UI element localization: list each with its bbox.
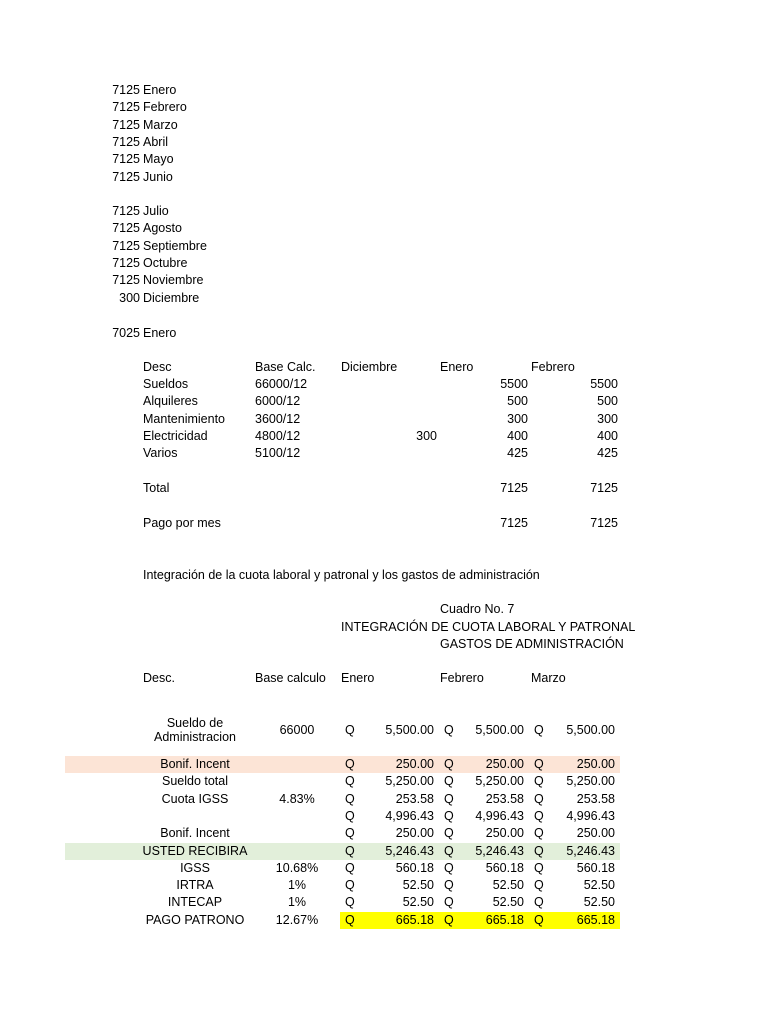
table2-enero: 5,246.43: [385, 843, 434, 858]
table2-marzo: 253.58: [576, 791, 615, 806]
table2-currency: Q: [534, 826, 544, 841]
table1-desc: Electricidad: [143, 428, 208, 443]
month-amount: 7125: [112, 83, 140, 97]
table2-desc: PAGO PATRONO: [145, 912, 245, 927]
table1-header: Base Calc.: [255, 360, 316, 374]
table2-currency: Q: [345, 860, 355, 875]
month-name: Octubre: [143, 255, 188, 270]
table2-sueldo-line1: Sueldo de: [166, 716, 224, 730]
table1-base: 5100/12: [255, 446, 301, 461]
table1-pago-enero: 7125: [500, 516, 528, 530]
table2-currency: Q: [444, 723, 454, 737]
table2-febrero: 253.58: [485, 791, 524, 806]
table2-febrero: 250.00: [485, 826, 524, 841]
table2-currency: Q: [534, 912, 544, 927]
table2-currency: Q: [345, 774, 355, 789]
table1-enero: 425: [507, 446, 528, 461]
table2-enero: 4,996.43: [385, 808, 434, 823]
month-amount: 7125: [112, 100, 140, 115]
table2-currency: Q: [345, 808, 355, 823]
table1-desc: Sueldos: [143, 377, 189, 391]
table2-currency: Q: [534, 860, 544, 875]
table1-total-enero: 7125: [500, 481, 528, 495]
table2-desc: Cuota IGSS: [161, 791, 229, 806]
table2-desc: IRTRA: [176, 878, 214, 893]
table1-desc: Varios: [143, 446, 178, 461]
table1-header: Enero: [440, 360, 474, 374]
month-amount: 7125: [112, 204, 140, 218]
table2-currency: Q: [345, 791, 355, 806]
table2-header: Febrero: [440, 671, 484, 685]
table2-enero: 250.00: [395, 757, 434, 771]
table2-currency: Q: [444, 826, 454, 841]
table2-enero: 52.50: [402, 895, 434, 910]
table2-desc: INTECAP: [167, 895, 223, 910]
month-name: Septiembre: [143, 238, 207, 253]
month-name: Marzo: [143, 117, 178, 132]
table1-total-febrero: 7125: [590, 481, 618, 495]
month-amount: 7125: [112, 117, 140, 132]
table2-desc: IGSS: [180, 860, 210, 875]
table2-header: Enero: [341, 671, 375, 685]
table2-marzo: 250.00: [576, 757, 615, 771]
table1-enero: 400: [507, 428, 528, 443]
table1-febrero: 425: [597, 446, 618, 461]
table1-base: 4800/12: [255, 428, 301, 443]
table2-header: Marzo: [531, 671, 566, 685]
table2-header: Desc.: [143, 671, 175, 685]
month-name: Agosto: [143, 221, 182, 236]
table2-desc: Bonif. Incent: [160, 826, 230, 841]
table2-currency: Q: [444, 808, 454, 823]
table2-currency: Q: [345, 757, 355, 771]
table2-currency: Q: [534, 774, 544, 789]
table2-enero: 250.00: [395, 826, 434, 841]
table2-currency: Q: [534, 843, 544, 858]
table2-febrero: 665.18: [485, 912, 524, 927]
table2-marzo: 4,996.43: [566, 808, 615, 823]
table2-enero: 665.18: [395, 912, 434, 927]
table1-febrero: 5500: [590, 377, 618, 391]
month-amount: 7025: [112, 326, 140, 340]
table2-desc: Sueldo total: [161, 774, 229, 789]
table1-enero: 5500: [500, 377, 528, 391]
table2-enero: 5,250.00: [385, 774, 434, 789]
table2-currency: Q: [444, 774, 454, 789]
table2-currency: Q: [345, 895, 355, 910]
cuadro-number: Cuadro No. 7: [440, 602, 515, 616]
table2-febrero: 5,500.00: [475, 723, 524, 737]
integration-heading: Integración de la cuota laboral y patronal y los gastos de administración: [143, 568, 540, 582]
table2-header: Base calculo: [255, 671, 326, 685]
table2-currency: Q: [345, 878, 355, 893]
table2-marzo: 52.50: [583, 878, 615, 893]
table1-pago-label: Pago por mes: [143, 516, 221, 530]
cuadro-title: INTEGRACIÓN DE CUOTA LABORAL Y PATRONAL: [341, 620, 636, 634]
table2-currency: Q: [345, 912, 355, 927]
month-name: Junio: [143, 169, 173, 184]
table1-base: 6000/12: [255, 394, 301, 409]
table2-base: 66000: [279, 723, 315, 737]
month-name: Mayo: [143, 152, 174, 167]
table2-currency: Q: [444, 878, 454, 893]
month-name: Julio: [143, 204, 169, 218]
table2-currency: Q: [444, 843, 454, 858]
month-name: Abril: [143, 134, 169, 149]
table2-base: 4.83%: [279, 791, 315, 806]
table1-base: 66000/12: [255, 377, 308, 391]
table1-total-label: Total: [143, 481, 170, 495]
month-amount: 7125: [112, 255, 140, 270]
table2-febrero: 52.50: [492, 878, 524, 893]
table2-currency: Q: [534, 808, 544, 823]
table2-febrero: 250.00: [485, 757, 524, 771]
table1-header: Desc: [143, 360, 172, 374]
table1-febrero: 500: [597, 394, 618, 409]
table2-currency: Q: [444, 791, 454, 806]
table2-desc: Bonif. Incent: [160, 757, 230, 771]
table2-currency: Q: [534, 791, 544, 806]
table2-enero: 52.50: [402, 878, 434, 893]
month-amount: 7125: [112, 221, 140, 236]
table2-marzo: 52.50: [583, 895, 615, 910]
table2-febrero: 5,250.00: [475, 774, 524, 789]
table2-currency: Q: [444, 912, 454, 927]
table1-enero: 500: [507, 394, 528, 409]
table2-currency: Q: [345, 723, 355, 737]
table2-enero: 560.18: [395, 860, 434, 875]
month-name: Noviembre: [143, 273, 204, 288]
table2-marzo: 250.00: [576, 826, 615, 841]
table1-febrero: 300: [597, 411, 618, 426]
table1-desc: Alquileres: [143, 394, 198, 409]
cuadro-subtitle: GASTOS DE ADMINISTRACIÓN: [440, 637, 624, 651]
month-name: Diciembre: [143, 290, 200, 305]
table1-diciembre: 300: [416, 428, 437, 443]
table1-header: Febrero: [531, 360, 575, 374]
table2-desc: USTED RECIBIRA: [142, 843, 248, 858]
month-name: Febrero: [143, 100, 187, 115]
table1-pago-febrero: 7125: [590, 516, 618, 530]
table2-enero: 5,500.00: [385, 723, 434, 737]
table2-currency: Q: [444, 895, 454, 910]
table2-currency: Q: [345, 826, 355, 841]
table2-currency: Q: [534, 723, 544, 737]
month-amount: 300: [119, 290, 140, 305]
table2-currency: Q: [444, 860, 454, 875]
month-amount: 7125: [112, 273, 140, 288]
month-amount: 7125: [112, 152, 140, 167]
table1-enero: 300: [507, 411, 528, 426]
table2-enero: 253.58: [395, 791, 434, 806]
table1-header: Diciembre: [341, 360, 398, 374]
table2-marzo: 5,246.43: [566, 843, 615, 858]
table1-desc: Mantenimiento: [143, 411, 225, 426]
table1-base: 3600/12: [255, 411, 301, 426]
table2-marzo: 560.18: [576, 860, 615, 875]
table2-currency: Q: [534, 895, 544, 910]
month-amount: 7125: [112, 238, 140, 253]
table2-currency: Q: [534, 878, 544, 893]
table2-currency: Q: [444, 757, 454, 771]
month-amount: 7125: [112, 134, 140, 149]
table2-febrero: 52.50: [492, 895, 524, 910]
table2-currency: Q: [534, 757, 544, 771]
month-name: Enero: [143, 326, 177, 340]
table2-sueldo-line2: Administracion: [154, 730, 236, 744]
table2-base: 10.68%: [275, 860, 319, 875]
table2-febrero: 4,996.43: [475, 808, 524, 823]
table2-febrero: 560.18: [485, 860, 524, 875]
table2-base: 1%: [287, 878, 307, 893]
month-amount: 7125: [112, 169, 140, 184]
month-name: Enero: [143, 83, 177, 97]
table2-febrero: 5,246.43: [475, 843, 524, 858]
table2-base: 1%: [287, 895, 307, 910]
table2-marzo: 5,500.00: [566, 723, 615, 737]
table1-febrero: 400: [597, 428, 618, 443]
table2-currency: Q: [345, 843, 355, 858]
table2-marzo: 5,250.00: [566, 774, 615, 789]
table2-base: 12.67%: [275, 912, 319, 927]
table2-marzo: 665.18: [576, 912, 615, 927]
